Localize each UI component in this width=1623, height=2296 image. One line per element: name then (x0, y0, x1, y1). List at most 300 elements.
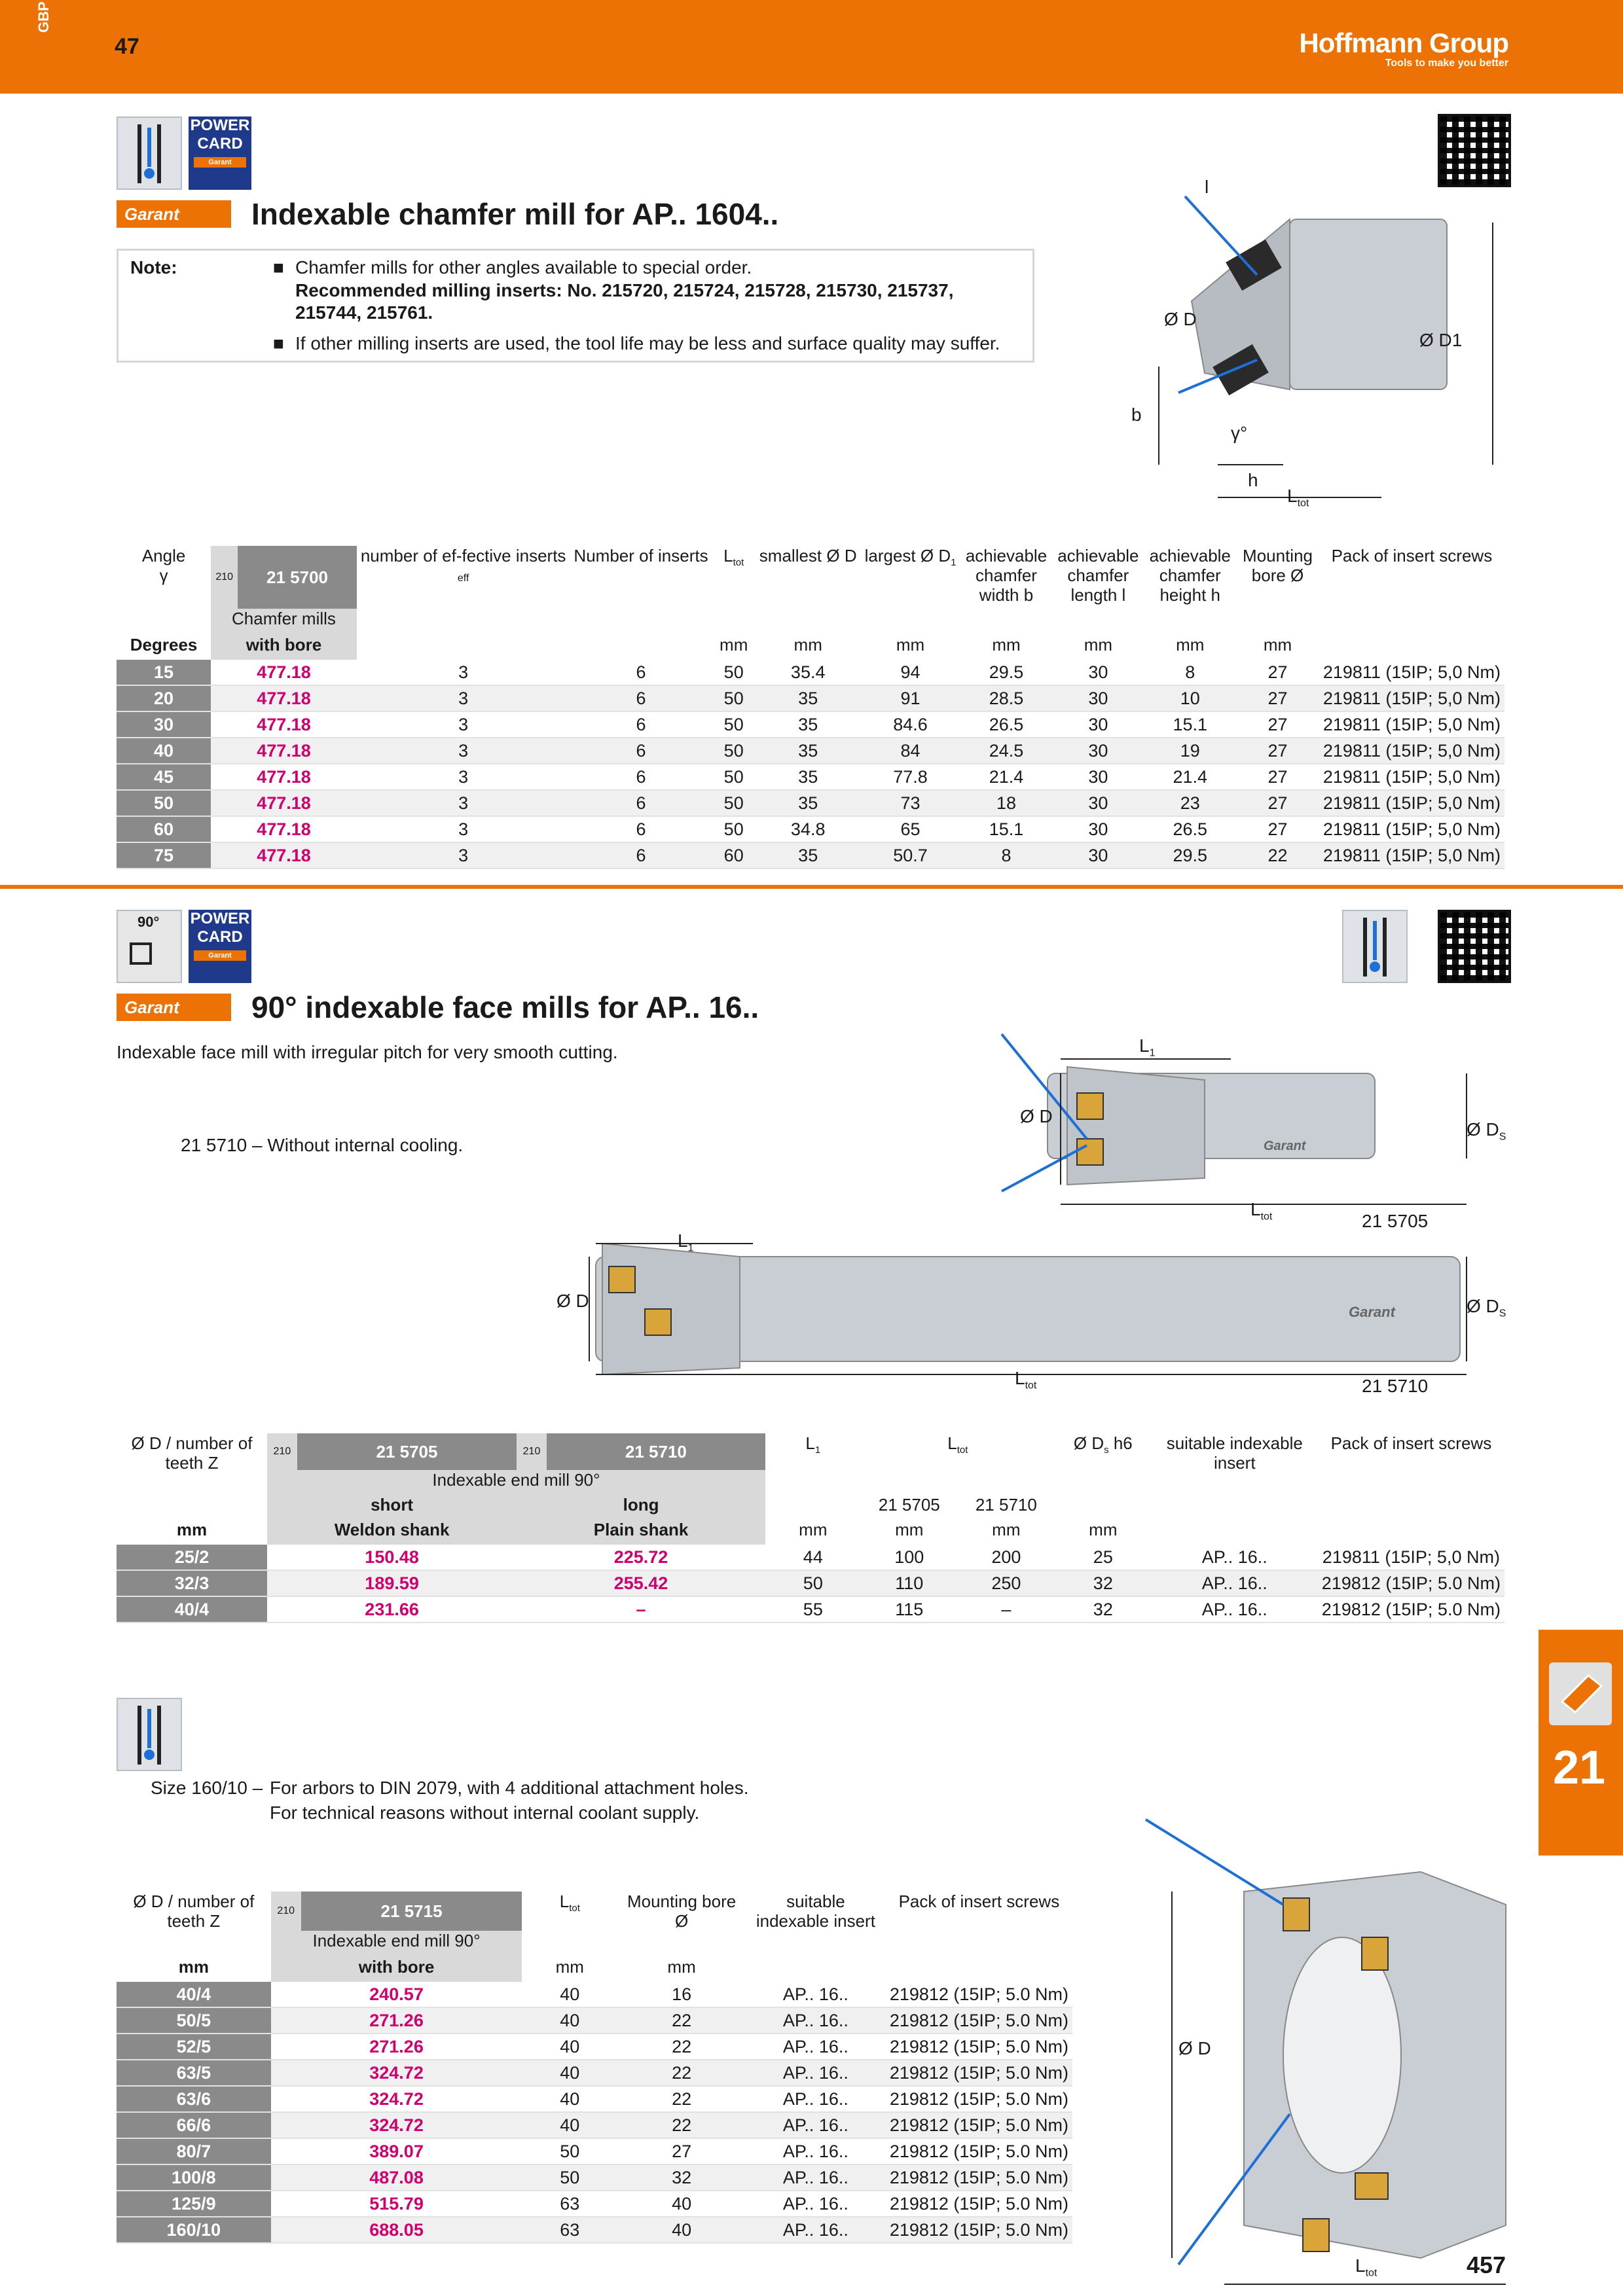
diagram2-ltotlong-main: L (1015, 1368, 1025, 1388)
table-row (117, 764, 1504, 790)
table-cell: 26.5 (960, 711, 1052, 738)
table-cell: 28.5 (960, 685, 1052, 711)
col-l1-sub: 1 (814, 1444, 821, 1456)
table-cell: 219812 (15IP; 5.0 Nm) (886, 2217, 1072, 2243)
row-key-cell: 40/4 (117, 1982, 271, 2007)
price-cell: 477.18 (211, 842, 357, 869)
table-cell: 40 (617, 2217, 746, 2243)
diagram1-ltot-sub: tot (1297, 497, 1309, 509)
table-row (117, 660, 1504, 685)
table-row (117, 711, 1504, 738)
table-cell: 50.7 (861, 842, 960, 869)
table-cell: 30 (1053, 711, 1144, 738)
table-row (117, 2112, 1072, 2138)
col-inserts-header: Number of inserts (574, 546, 708, 565)
diagram1-label-h: h (1248, 470, 1258, 490)
col-angle-unit: Degrees (130, 635, 198, 655)
price-cell: 688.05 (271, 2217, 522, 2243)
garant-logo: Garant (117, 200, 231, 228)
article-sub: with bore (271, 1957, 522, 1982)
table-cell: 30 (1053, 660, 1144, 685)
end-mill-bore-diagram (1139, 1806, 1545, 2291)
col-eff-header (357, 546, 570, 635)
spacer (1318, 1520, 1504, 1545)
row-key-cell: 63/6 (117, 2086, 271, 2112)
table-cell: 32 (617, 2164, 746, 2191)
article-b-sub2: Plain shank (517, 1520, 765, 1545)
table-cell: 3 (357, 660, 570, 685)
price-cell: 477.18 (211, 816, 357, 842)
unit-bore: mm (1263, 635, 1292, 655)
col-d-unit: mm (178, 1957, 209, 1977)
table-row (117, 738, 1504, 764)
coolant-icon (117, 117, 182, 190)
group-code-a: 210 (267, 1433, 297, 1470)
article-description: Indexable end mill 90° (271, 1931, 522, 1957)
table-cell: 6 (570, 790, 712, 816)
chamfer-table-body (117, 660, 1504, 869)
table-cell: 3 (357, 790, 570, 816)
price-cell: 324.72 (271, 2060, 522, 2086)
col-ltot-header (861, 1433, 1055, 1470)
table-cell: AP.. 16.. (746, 2060, 886, 2086)
table-cell: AP.. 16.. (746, 2112, 886, 2138)
diagram2-label-ds-long (1467, 1296, 1506, 1320)
table-cell: 27 (1236, 660, 1319, 685)
row-key-cell: 60 (117, 816, 211, 842)
row-key-cell: 40 (117, 738, 211, 764)
col-angle-label: Angle (141, 546, 186, 565)
table-cell: 50 (522, 2138, 617, 2164)
article-number: 21 5715 (301, 1892, 522, 1931)
diagram2-label-d-long: Ø D (556, 1291, 589, 1311)
table-cell: 219812 (15IP; 5.0 Nm) (1318, 1570, 1504, 1596)
table-cell: 30 (1053, 790, 1144, 816)
table-cell: 30 (1053, 685, 1144, 711)
bullet-icon: ■ (273, 333, 284, 353)
table-cell: 50 (712, 816, 756, 842)
table-cell: AP.. 16.. (746, 2086, 886, 2112)
table-cell: 219811 (15IP; 5,0 Nm) (1319, 816, 1504, 842)
article-a-sub1: short (267, 1495, 517, 1520)
table-cell: 6 (570, 842, 712, 869)
price-cell: 477.18 (211, 660, 357, 685)
size-label: Size 160/10 – (151, 1778, 263, 1798)
table-cell: 21.4 (960, 764, 1052, 790)
brand-logo[interactable] (1299, 27, 1508, 69)
table-cell: 32 (1055, 1596, 1152, 1623)
table-cell: 32 (1055, 1570, 1152, 1596)
coolant-icon (1342, 910, 1408, 983)
table-cell: 50 (712, 711, 756, 738)
table-cell: 3 (357, 685, 570, 711)
diagram2-label-l1-short (1139, 1035, 1155, 1060)
table-cell: AP.. 16.. (1152, 1570, 1318, 1596)
diagram1-label-l: l (1205, 177, 1209, 197)
table-cell: 22 (617, 2112, 746, 2138)
cooling-note: 21 5710 – Without internal cooling. (181, 1135, 464, 1155)
table-cell: 15.1 (1144, 711, 1236, 738)
note-box (117, 249, 1034, 363)
article-number-a: 21 5705 (297, 1433, 517, 1470)
bore-mill-table-body (117, 1982, 1072, 2243)
table-row (117, 2138, 1072, 2164)
table-cell: 30 (1053, 816, 1144, 842)
table-cell: 22 (617, 2007, 746, 2034)
diagram2-l1long-sub: 1 (687, 1242, 694, 1254)
table-cell: 50 (522, 2164, 617, 2191)
table-cell: 30 (1053, 842, 1144, 869)
table-cell: 219811 (15IP; 5,0 Nm) (1319, 764, 1504, 790)
table-cell: 34.8 (756, 816, 861, 842)
table-cell: 3 (357, 764, 570, 790)
table-cell: 6 (570, 738, 712, 764)
row-key-cell: 66/6 (117, 2112, 271, 2138)
table-cell: 24.5 (960, 738, 1052, 764)
article-number: 21 5700 (238, 546, 357, 609)
note-1b: Recommended milling inserts: No. 215720, 215724, 215728, 215730, 215737, 215744, 215761. (295, 280, 954, 323)
table-cell: 40 (617, 2191, 746, 2217)
col-ltot-sub: tot (569, 1903, 580, 1914)
table-row (117, 2060, 1072, 2086)
col-ltot-header (522, 1892, 617, 1957)
diagram2-code-a: 21 5705 (1362, 1211, 1429, 1231)
face-mill-table (117, 1433, 1504, 1623)
chapter-tab[interactable] (1539, 1630, 1623, 1856)
row-key-cell: 125/9 (117, 2191, 271, 2217)
table-cell: 30 (1053, 738, 1144, 764)
col-insert-header: suitable indexable insert (756, 1892, 875, 1931)
diagram2-label-ds-short (1467, 1119, 1506, 1143)
row-key-cell: 80/7 (117, 2138, 271, 2164)
price-cell: – (517, 1596, 765, 1623)
price-cell: 271.26 (271, 2007, 522, 2034)
diagram2-ltotlong-sub: tot (1025, 1380, 1037, 1391)
table-cell: 219812 (15IP; 5.0 Nm) (886, 2191, 1072, 2217)
group-code-b: 210 (517, 1433, 547, 1470)
col-bore-header: Mounting bore Ø (627, 1892, 737, 1931)
row-key-cell: 50/5 (117, 2007, 271, 2034)
table-cell: 22 (617, 2034, 746, 2060)
table-cell: 26.5 (1144, 816, 1236, 842)
table-cell: 8 (960, 842, 1052, 869)
diagram3-ltot-sub: tot (1365, 2267, 1377, 2279)
brand-tagline: Tools to make you better (1385, 58, 1508, 69)
table-cell: 50 (712, 790, 756, 816)
table-cell: AP.. 16.. (746, 2034, 886, 2060)
table-cell: 250 (958, 1570, 1055, 1596)
diagram3-label-d: Ø D (1178, 2038, 1211, 2058)
table-cell: 219812 (15IP; 5.0 Nm) (886, 2086, 1072, 2112)
table-cell: 50 (765, 1570, 861, 1596)
row-key-cell: 100/8 (117, 2164, 271, 2191)
col-width-header: achievable chamfer width b (965, 546, 1048, 605)
col-ltot-sub: tot (957, 1444, 968, 1456)
col-angle-header (117, 546, 211, 609)
group-code: 210 (211, 546, 238, 609)
table-cell: 27 (1236, 711, 1319, 738)
spacer (958, 1470, 1055, 1495)
diagram1-ltot-main: L (1287, 486, 1298, 506)
bore-mill-table (117, 1892, 1072, 2244)
chapter-number: 21 (1553, 1742, 1606, 1794)
table-cell: 6 (570, 711, 712, 738)
price-cell: 255.42 (517, 1570, 765, 1596)
row-key-cell: 160/10 (117, 2217, 271, 2243)
table-cell: 27 (1236, 764, 1319, 790)
table-cell: AP.. 16.. (1152, 1545, 1318, 1570)
page-number-top: 47 (115, 34, 139, 59)
section2-title: 90° indexable face mills for AP.. 16.. (251, 990, 759, 1024)
table-cell: 19 (1144, 738, 1236, 764)
col-d-unit: mm (176, 1520, 208, 1539)
qr-code-icon[interactable] (1438, 910, 1511, 983)
col-angle-symbol: γ (159, 565, 168, 585)
diagram2-ltot-sub: tot (1260, 1211, 1273, 1223)
spacer (357, 635, 570, 660)
table-cell: 94 (861, 660, 960, 685)
coolant-icon (117, 1698, 182, 1771)
diagram1-label-gamma: γ° (1231, 423, 1248, 443)
section-divider (0, 885, 1623, 889)
unit-ds: mm (1089, 1520, 1118, 1539)
price-cell: 240.57 (271, 1982, 522, 2007)
table-cell: 25 (1055, 1545, 1152, 1570)
table-cell: 219811 (15IP; 5,0 Nm) (1319, 738, 1504, 764)
table-cell: 35 (756, 738, 861, 764)
table-cell: 27 (1236, 816, 1319, 842)
table-cell: 219811 (15IP; 5,0 Nm) (1318, 1545, 1504, 1570)
chamfer-mill-table (117, 546, 1504, 869)
table-row (117, 816, 1504, 842)
table-row (117, 790, 1504, 816)
note-1: Chamfer mills for other angles available to special order. (295, 257, 752, 278)
table-cell: 27 (617, 2138, 746, 2164)
table-cell: 15.1 (960, 816, 1052, 842)
size-note-2: For technical reasons without internal coolant supply. (270, 1803, 700, 1823)
col-largest-header (861, 546, 960, 635)
price-cell: 389.07 (271, 2138, 522, 2164)
table-cell: 27 (1236, 738, 1319, 764)
spacer (1319, 635, 1504, 660)
article-number-b: 21 5710 (547, 1433, 765, 1470)
table-cell: 40 (522, 1982, 617, 2007)
spacer (117, 1495, 267, 1520)
col-ltot-main: L (559, 1892, 570, 1911)
row-key-cell: 30 (117, 711, 211, 738)
unit-ltot-a: mm (895, 1520, 924, 1539)
table-cell: 60 (712, 842, 756, 869)
col-bore-header: Mounting bore Ø (1243, 546, 1313, 585)
diagram2-label-l1-long (678, 1230, 693, 1255)
table-cell: 35 (756, 790, 861, 816)
diagram2-l1-sub: 1 (1149, 1047, 1156, 1059)
unit-ltot-b: mm (992, 1520, 1021, 1539)
table-cell: 219811 (15IP; 5,0 Nm) (1319, 842, 1504, 869)
col-d-header: Ø D / number of teeth Z (133, 1892, 255, 1931)
article-description: Chamfer mills (211, 609, 357, 635)
power-card-icon (189, 910, 251, 983)
unit-height: mm (1176, 635, 1205, 655)
article-description: Indexable end mill 90° (267, 1470, 765, 1495)
table-cell: 27 (1236, 790, 1319, 816)
col-ds-tolerance: h6 (1113, 1433, 1133, 1453)
table-cell: 3 (357, 711, 570, 738)
table-cell: 219812 (15IP; 5.0 Nm) (1318, 1596, 1504, 1623)
ltot-code-a: 21 5705 (878, 1495, 940, 1515)
col-ltot-sub: tot (733, 557, 744, 569)
price-cell: 477.18 (211, 738, 357, 764)
table-cell: 77.8 (861, 764, 960, 790)
diagram1-label-d: Ø D (1164, 309, 1197, 329)
table-cell: 22 (617, 2086, 746, 2112)
power-card-line1: POWER (190, 117, 250, 134)
table-cell: 100 (861, 1545, 958, 1570)
table-cell: 50 (712, 764, 756, 790)
unit-bore: mm (667, 1957, 696, 1977)
table-cell: 35 (756, 764, 861, 790)
unit-smallest: mm (793, 635, 822, 655)
table-cell: 3 (357, 842, 570, 869)
article-sub: with bore (211, 635, 357, 660)
table-row (117, 1982, 1072, 2007)
price-cell: 515.79 (271, 2191, 522, 2217)
table-cell: 219811 (15IP; 5,0 Nm) (1319, 660, 1504, 685)
col-smallest-header: smallest Ø D (759, 546, 857, 565)
table-cell: 65 (861, 816, 960, 842)
table-cell: AP.. 16.. (1152, 1596, 1318, 1623)
chamfer-mill-diagram (1113, 157, 1532, 524)
table-cell: 16 (617, 1982, 746, 2007)
table-cell: 6 (570, 764, 712, 790)
price-cell: 487.08 (271, 2164, 522, 2191)
article-b-sub1: long (517, 1495, 765, 1520)
table-cell: 91 (861, 685, 960, 711)
table-cell: 219811 (15IP; 5,0 Nm) (1319, 685, 1504, 711)
table-cell: 73 (861, 790, 960, 816)
col-ds-sub: s (1104, 1444, 1109, 1456)
col-eff-label: number of ef-fective inserts (360, 546, 566, 565)
table-cell: 50 (712, 738, 756, 764)
diagram2-l1long-main: L (678, 1230, 688, 1251)
table-cell: 40 (522, 2007, 617, 2034)
table-cell: 40 (522, 2060, 617, 2086)
spacer (570, 635, 712, 660)
price-cell: 271.26 (271, 2034, 522, 2060)
table-row (117, 2217, 1072, 2243)
diagram2-l1-main: L (1139, 1035, 1150, 1056)
diagram1-label-d1: Ø D1 (1419, 330, 1463, 350)
milling-insert-icon (1549, 1662, 1612, 1725)
table-cell: 40 (522, 2086, 617, 2112)
table-row (117, 1570, 1504, 1596)
table-cell: 29.5 (1144, 842, 1236, 869)
spacer (1055, 1495, 1152, 1520)
table-row (117, 2034, 1072, 2060)
table-row (117, 2086, 1072, 2112)
table-cell: 40 (522, 2034, 617, 2060)
power-card-garant-mark: Garant (194, 950, 246, 961)
angle-90-icon (117, 910, 182, 983)
table-row (117, 842, 1504, 869)
row-key-cell: 32/3 (117, 1570, 267, 1596)
face-mill-table-body (117, 1545, 1504, 1623)
table-cell: 6 (570, 816, 712, 842)
table-cell: 18 (960, 790, 1052, 816)
table-cell: 63 (522, 2217, 617, 2243)
row-key-cell: 20 (117, 685, 211, 711)
table-cell: 115 (861, 1596, 958, 1623)
table-cell: 27 (1236, 685, 1319, 711)
diagram2-label-ltot-short (1250, 1199, 1272, 1223)
price-cell: 477.18 (211, 764, 357, 790)
row-key-cell: 40/4 (117, 1596, 267, 1623)
diagram2-label-ltot-long (1015, 1368, 1036, 1392)
section2-subtitle: Indexable face mill with irregular pitch for very smooth cutting. (117, 1042, 618, 1062)
diagram2-ltot-main: L (1250, 1199, 1261, 1219)
note-2: If other milling inserts are used, the tool life may be less and surface quality may suffer. (295, 333, 1000, 353)
unit-ltot: mm (555, 1957, 584, 1977)
table-cell: 23 (1144, 790, 1236, 816)
table-row (117, 1596, 1504, 1623)
col-d-header: Ø D / number of teeth Z (131, 1433, 253, 1473)
diagram3-label-ltot (1355, 2255, 1377, 2280)
col-l1-header (765, 1433, 861, 1495)
spacer (1318, 1495, 1504, 1520)
row-key-cell: 15 (117, 660, 211, 685)
spacer (765, 1495, 861, 1520)
diagram3-ltot-main: L (1355, 2255, 1366, 2276)
table-cell: 3 (357, 738, 570, 764)
unit-l1: mm (799, 1520, 828, 1539)
spacer (117, 1931, 271, 1957)
size-note-1: For arbors to DIN 2079, with 4 additional attachment holes. (270, 1778, 749, 1798)
table-cell: 35 (756, 842, 861, 869)
table-cell: 22 (1236, 842, 1319, 869)
row-key-cell: 75 (117, 842, 211, 869)
table-cell: 35 (756, 685, 861, 711)
diagram2-dslong-main: Ø D (1467, 1296, 1499, 1316)
table-cell: 219811 (15IP; 5,0 Nm) (1319, 790, 1504, 816)
power-card-line1: POWER (190, 910, 250, 927)
row-key-cell: 45 (117, 764, 211, 790)
table-cell: 219812 (15IP; 5.0 Nm) (886, 2007, 1072, 2034)
row-key-cell: 25/2 (117, 1545, 267, 1570)
table-cell: AP.. 16.. (746, 2191, 886, 2217)
diagram2-label-d-short: Ø D (1020, 1106, 1053, 1126)
table-cell: 84 (861, 738, 960, 764)
table-cell: 30 (1053, 764, 1144, 790)
table-cell: 219811 (15IP; 5,0 Nm) (1319, 711, 1504, 738)
bullet-icon: ■ (273, 257, 284, 278)
table-cell: 29.5 (960, 660, 1052, 685)
table-cell: 35 (756, 711, 861, 738)
group-code: 210 (271, 1892, 301, 1931)
table-cell: 219812 (15IP; 5.0 Nm) (886, 2138, 1072, 2164)
price-cell: 324.72 (271, 2112, 522, 2138)
table-cell: 21.4 (1144, 764, 1236, 790)
table-row (117, 685, 1504, 711)
power-card-garant-mark: Garant (194, 157, 246, 168)
col-ltot-header (712, 546, 756, 635)
table-cell: AP.. 16.. (746, 2164, 886, 2191)
unit-length: mm (1084, 635, 1113, 655)
table-cell: 44 (765, 1545, 861, 1570)
spacer (1152, 1520, 1318, 1545)
col-height-header: achievable chamfer height h (1149, 546, 1231, 605)
col-l1-main: L (805, 1433, 815, 1453)
col-length-header: achievable chamfer length l (1057, 546, 1139, 605)
